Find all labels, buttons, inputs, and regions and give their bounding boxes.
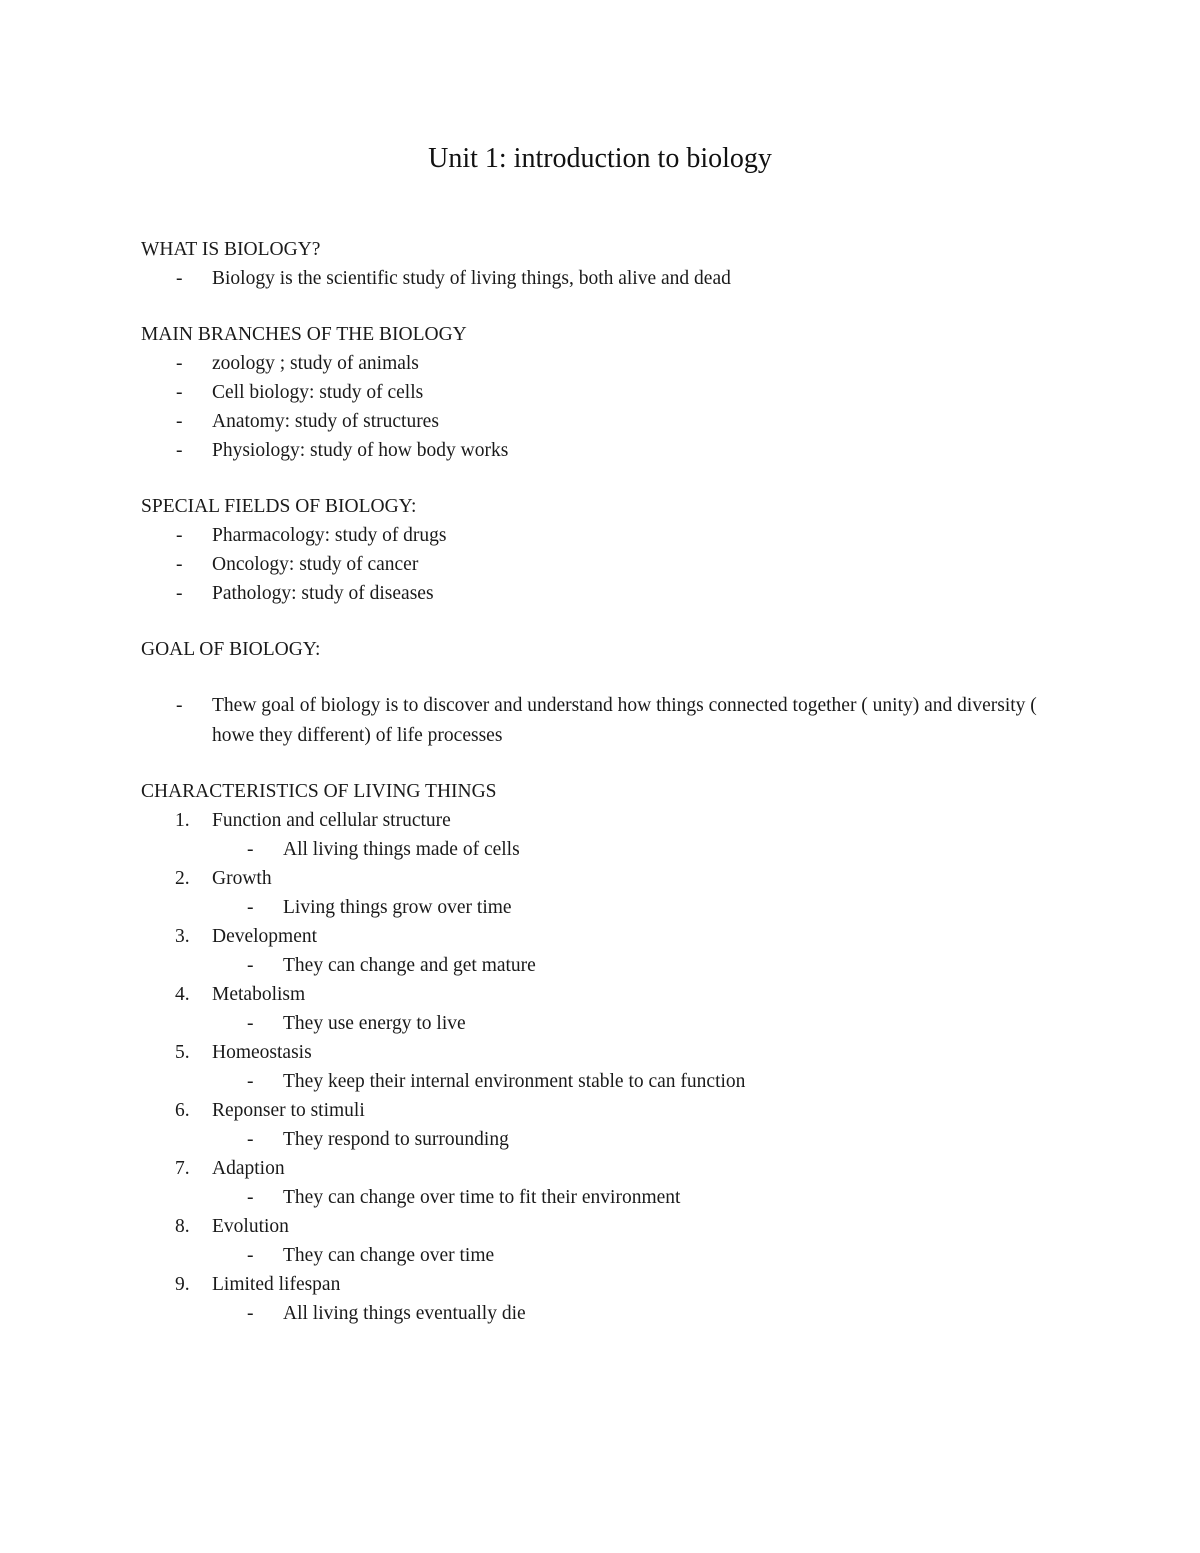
sub-list-item-text: All living things made of cells xyxy=(283,839,520,860)
numbered-item xyxy=(141,1212,1061,1241)
list-item xyxy=(141,349,1061,378)
list-item-text: Thew goal of biology is to discover and understand how things connected together ( unity) and diversity ( howe they different) of life processes xyxy=(212,695,1037,746)
numbered-item-label: Homeostasis xyxy=(212,1042,312,1063)
list-item xyxy=(141,550,1061,579)
sub-list-item xyxy=(141,1067,1061,1096)
section-heading-main-branches: MAIN BRANCHES OF THE BIOLOGY xyxy=(141,324,467,345)
bullet-dash: - xyxy=(247,1129,254,1150)
section-heading-characteristics: CHARACTERISTICS OF LIVING THINGS xyxy=(141,781,497,802)
sub-list-item-text: They respond to surrounding xyxy=(283,1129,509,1150)
item-number: 4. xyxy=(175,984,190,1005)
list-item-text: Physiology: study of how body works xyxy=(212,440,509,461)
item-number: 1. xyxy=(175,810,190,831)
numbered-item xyxy=(141,1154,1061,1183)
bullet-dash: - xyxy=(247,839,254,860)
numbered-item-label: Metabolism xyxy=(212,984,306,1005)
bullet-dash: - xyxy=(247,897,254,918)
bullet-dash: - xyxy=(176,583,183,604)
sub-list-item xyxy=(141,1125,1061,1154)
bullet-dash: - xyxy=(247,1303,254,1324)
sub-list-item xyxy=(141,1009,1061,1038)
bullet-dash: - xyxy=(176,440,183,461)
bullet-dash: - xyxy=(176,525,183,546)
numbered-item-label: Reponser to stimuli xyxy=(212,1100,365,1121)
bullet-dash: - xyxy=(176,554,183,575)
numbered-item xyxy=(141,922,1061,951)
item-number: 9. xyxy=(175,1274,190,1295)
numbered-item xyxy=(141,1038,1061,1067)
numbered-item xyxy=(141,806,1061,835)
sub-list-item xyxy=(141,893,1061,922)
numbered-item xyxy=(141,1270,1061,1299)
bullet-dash: - xyxy=(176,268,183,289)
bullet-dash: - xyxy=(247,1013,254,1034)
item-number: 3. xyxy=(175,926,190,947)
sub-list-item-text: They can change over time to fit their environment xyxy=(283,1187,681,1208)
bullet-dash: - xyxy=(247,1071,254,1092)
bullet-dash: - xyxy=(176,695,183,716)
numbered-item-label: Function and cellular structure xyxy=(212,810,451,831)
sub-list-item-text: They can change and get mature xyxy=(283,955,536,976)
section-heading-goal: GOAL OF BIOLOGY: xyxy=(141,639,321,660)
numbered-item xyxy=(141,1096,1061,1125)
sub-list-item xyxy=(141,835,1061,864)
section-heading-what-is-biology: WHAT IS BIOLOGY? xyxy=(141,239,321,260)
bullet-dash: - xyxy=(176,411,183,432)
sub-list-item-text: All living things eventually die xyxy=(283,1303,526,1324)
list-item xyxy=(141,436,1061,465)
bullet-dash: - xyxy=(247,955,254,976)
item-number: 8. xyxy=(175,1216,190,1237)
sub-list-item xyxy=(141,1299,1061,1328)
sub-list-item-text: Living things grow over time xyxy=(283,897,512,918)
list-item-text: Oncology: study of cancer xyxy=(212,554,419,575)
list-item xyxy=(141,691,1061,750)
sub-list-item xyxy=(141,951,1061,980)
sub-list-item-text: They keep their internal environment stable to can function xyxy=(283,1071,746,1092)
bullet-dash: - xyxy=(176,382,183,403)
item-number: 5. xyxy=(175,1042,190,1063)
list-item xyxy=(141,264,1061,293)
sub-list-item-text: They use energy to live xyxy=(283,1013,466,1034)
list-item-text: zoology ; study of animals xyxy=(212,353,419,374)
list-item xyxy=(141,407,1061,436)
list-item xyxy=(141,521,1061,550)
list-item-text: Cell biology: study of cells xyxy=(212,382,424,403)
item-number: 6. xyxy=(175,1100,190,1121)
list-item-text: Biology is the scientific study of living things, both alive and dead xyxy=(212,268,731,289)
bullet-dash: - xyxy=(247,1187,254,1208)
bullet-dash: - xyxy=(247,1245,254,1266)
sub-list-item-text: They can change over time xyxy=(283,1245,495,1266)
bullet-dash: - xyxy=(176,353,183,374)
numbered-item-label: Evolution xyxy=(212,1216,289,1237)
sub-list-item xyxy=(141,1241,1061,1270)
document-body xyxy=(141,235,1061,1328)
numbered-item-label: Adaption xyxy=(212,1158,285,1179)
item-number: 7. xyxy=(175,1158,190,1179)
item-number: 2. xyxy=(175,868,190,889)
numbered-item-label: Development xyxy=(212,926,318,947)
list-item-text: Pharmacology: study of drugs xyxy=(212,525,447,546)
list-item xyxy=(141,378,1061,407)
numbered-item xyxy=(141,864,1061,893)
page-title: Unit 1: introduction to biology xyxy=(428,143,772,174)
list-item xyxy=(141,579,1061,608)
section-heading-special-fields: SPECIAL FIELDS OF BIOLOGY: xyxy=(141,496,417,517)
sub-list-item xyxy=(141,1183,1061,1212)
numbered-item-label: Limited lifespan xyxy=(212,1274,341,1295)
list-item-text: Pathology: study of diseases xyxy=(212,583,434,604)
numbered-item-label: Growth xyxy=(212,868,272,889)
list-item-text: Anatomy: study of structures xyxy=(212,411,439,432)
numbered-item xyxy=(141,980,1061,1009)
